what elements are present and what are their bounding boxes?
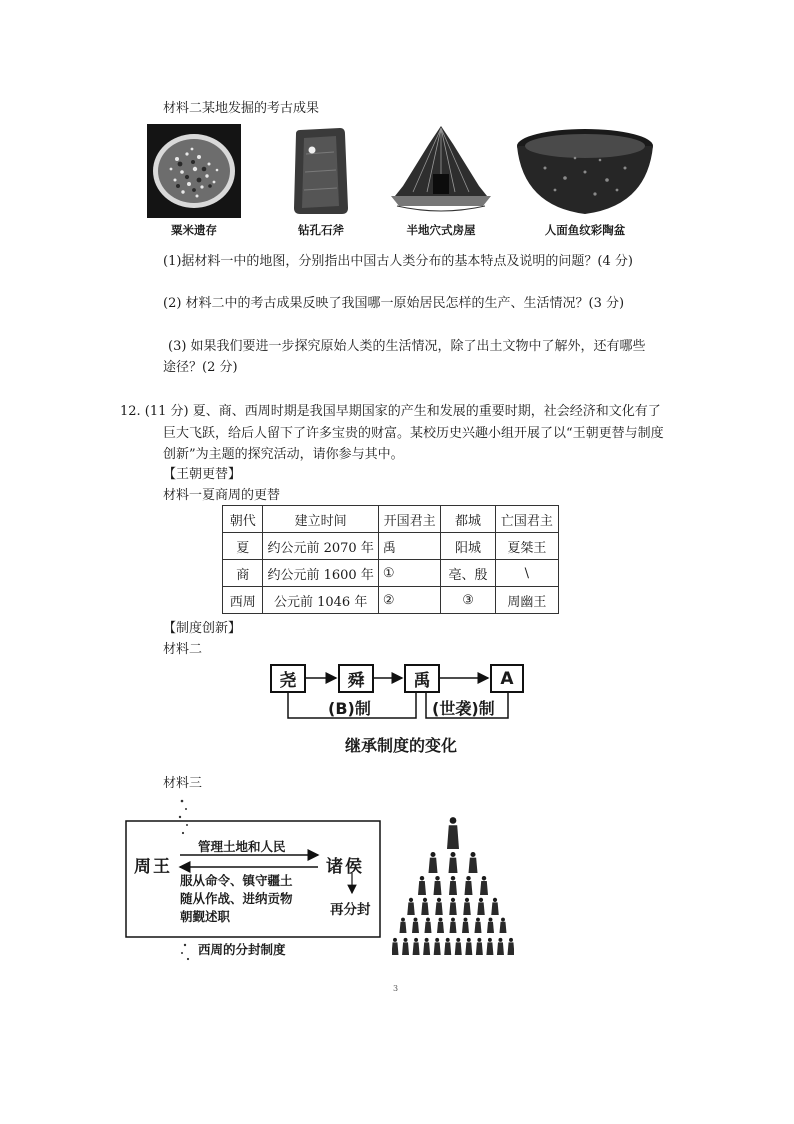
section-dynasty-change: 【王朝更替】 — [163, 467, 242, 482]
question-3: (3) 如果我们要进一步探究原始人类的生活情况，除了出土文物中了解外，还有哪些 — [168, 339, 646, 354]
fenfeng-diagram — [122, 797, 384, 962]
semi-pit-house-photo-icon — [391, 124, 491, 218]
artifact-caption: 粟米遗存 — [171, 223, 217, 237]
label-b-system: (B)制 — [328, 699, 371, 718]
material2-label: 材料二 — [163, 642, 203, 657]
material3-label: 材料三 — [163, 776, 203, 791]
fenfeng-duty: 随从作战、进纳贡物 — [180, 891, 293, 906]
table-cell: 约公元前 1600 年 — [263, 560, 378, 587]
table-cell: 约公元前 2070 年 — [263, 533, 378, 560]
table-row — [223, 560, 559, 587]
succession-diagram — [268, 662, 528, 722]
succession-box-a: A — [490, 664, 524, 693]
table-cell: 夏 — [223, 533, 263, 560]
table-cell: 夏桀王 — [495, 533, 558, 560]
millet-photo-icon — [147, 124, 241, 218]
stone-axe-photo-icon — [290, 124, 352, 218]
table-cell: 西周 — [223, 587, 263, 614]
question-1: (1)据材料一中的地图，分别指出中国古人类分布的基本特点及说明的问题？(4 分) — [163, 254, 633, 269]
table-cell: 公元前 1046 年 — [263, 587, 378, 614]
q12-line-1: 12. (11 分) 夏、商、西周时期是我国早期国家的产生和发展的重要时期，社会经济和文化有了 — [120, 404, 661, 419]
social-hierarchy-pyramid-icon — [392, 813, 514, 959]
material2-title: 材料二某地发掘的考古成果 — [163, 101, 320, 116]
table-header: 朝代 — [223, 506, 263, 533]
table-cell: \ — [495, 560, 558, 587]
artifact-caption: 人面鱼纹彩陶盆 — [544, 223, 626, 237]
artifact-caption: 半地穴式房屋 — [406, 223, 476, 237]
fenfeng-king: 周王 — [134, 857, 172, 877]
table-header-row — [223, 506, 559, 533]
painted-pottery-basin-photo-icon — [515, 128, 655, 216]
fenfeng-caption: 西周的分封制度 — [198, 942, 286, 957]
succession-box-shun: 舜 — [338, 664, 374, 693]
fenfeng-sub-enfeoff: 再分封 — [330, 902, 371, 918]
table-row — [223, 587, 559, 614]
fenfeng-duty: 服从命令、镇守疆土 — [180, 873, 293, 888]
table-header: 开国君主 — [378, 506, 441, 533]
table-cell: ② — [378, 587, 441, 614]
q12-line-2: 巨大飞跃，给后人留下了许多宝贵的财富。某校历史兴趣小组开展了以“王朝更替与制度 — [163, 426, 664, 441]
table-cell: 亳、殷 — [441, 560, 495, 587]
succession-caption: 继承制度的变化 — [345, 736, 458, 755]
table-cell: 商 — [223, 560, 263, 587]
label-hereditary-system: (世袭)制 — [432, 699, 495, 718]
fenfeng-lord: 诸侯 — [326, 857, 364, 877]
table-header: 都城 — [441, 506, 495, 533]
fenfeng-arrow-label: 管理土地和人民 — [198, 839, 286, 854]
table-cell: 阳城 — [441, 533, 495, 560]
table-header: 亡国君主 — [495, 506, 558, 533]
question-2: (2) 材料二中的考古成果反映了我国哪一原始居民怎样的生产、生活情况？(3 分) — [163, 296, 625, 311]
table-cell: ③ — [441, 587, 495, 614]
table-row — [223, 533, 559, 560]
q12-line-3: 创新”为主题的探究活动，请你参与其中。 — [163, 447, 404, 462]
table-cell: ① — [378, 560, 441, 587]
dynasty-table — [222, 505, 559, 614]
fenfeng-duty: 朝觐述职 — [180, 909, 231, 924]
question-3-cont: 途径？(2 分) — [163, 360, 238, 375]
succession-box-yao: 尧 — [270, 664, 306, 693]
section-institution-innovation: 【制度创新】 — [163, 621, 242, 636]
table-cell: 禹 — [378, 533, 441, 560]
succession-box-yu: 禹 — [404, 664, 440, 693]
table-header: 建立时间 — [263, 506, 378, 533]
material1-title: 材料一夏商周的更替 — [163, 488, 281, 503]
artifact-caption: 钻孔石斧 — [298, 223, 344, 237]
table-cell: 周幽王 — [495, 587, 558, 614]
page-number: 3 — [393, 984, 399, 993]
